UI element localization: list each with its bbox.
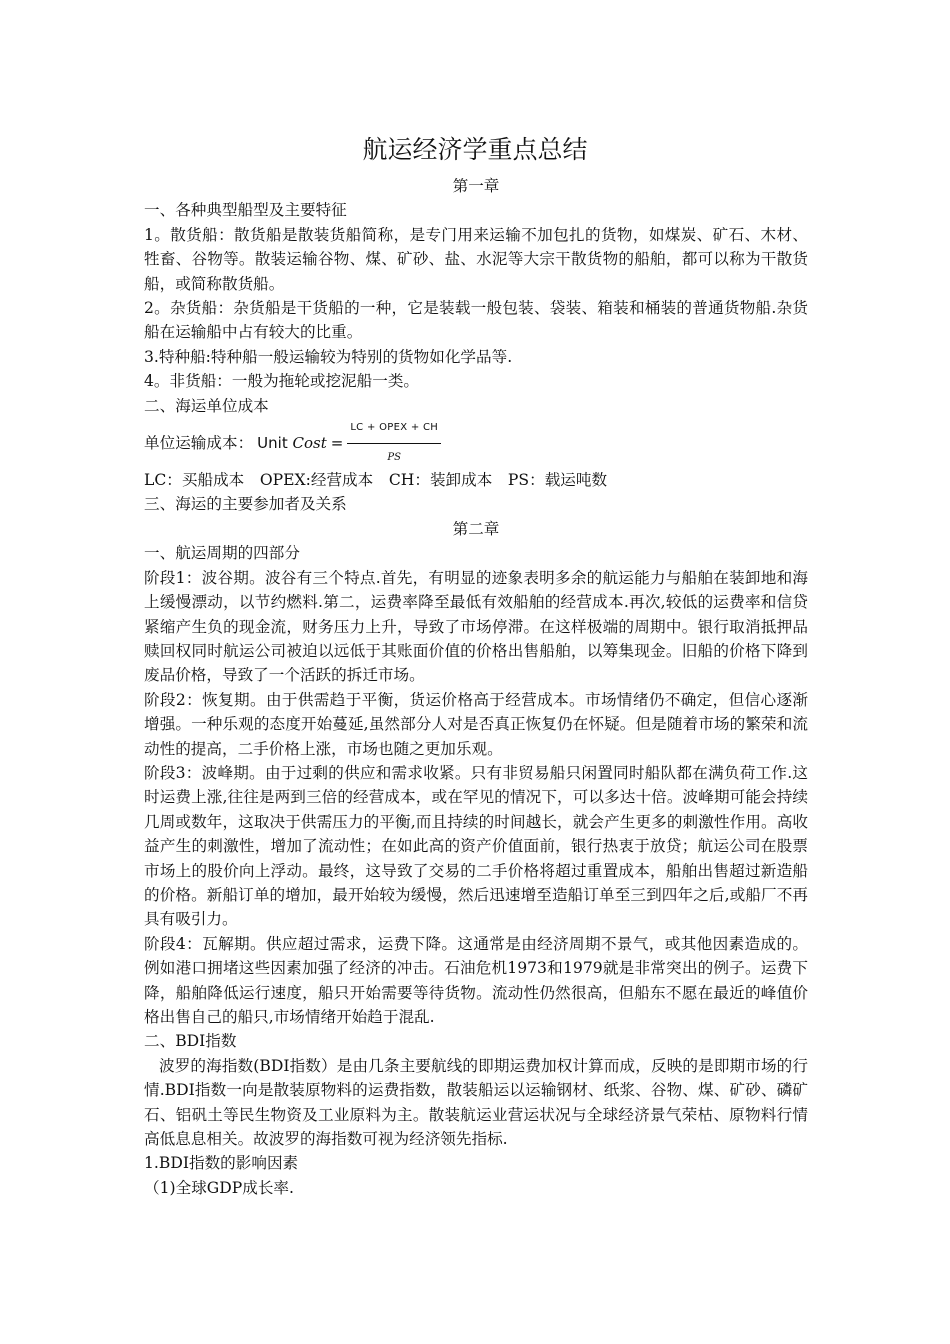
paragraph-stage-1: 阶段1：波谷期。波谷有三个特点.首先，有明显的迹象表明多余的航运能力与船舶在装卸地和海上缓慢漂动，以节约燃料.第二，运费率降至最低有效船舶的经营成本.再次,较低的运费率和信贷紧缩产生负的现金流，财务压力上升，导致了市场停滞。在这样极端的周期中。银行取消抵押品赎回权同时航运公司被迫以远低于其账面价值的价格出售船舶，以筹集现金。旧船的价格下降到废品价格，导致了一个活跃的拆迁市场。	[144, 568, 808, 685]
document-title: 航运经济学重点总结	[362, 135, 588, 164]
section-heading-unit-cost: 二、海运单位成本	[144, 396, 269, 415]
formula-numerator: LC + OPEX + CH	[347, 416, 441, 443]
formula-legend: LC：买船成本 OPEX:经营成本 CH：装卸成本 PS：载运吨数	[144, 471, 608, 490]
formula-lhs-unit: Unit	[257, 433, 288, 452]
formula-denominator: PS	[387, 451, 402, 463]
paragraph-bulk-carrier: 1。散货船：散货船是散装货船简称，是专门用来运输不加包扎的货物，如煤炭、矿石、木材、牲畜、谷物等。散装运输谷物、煤、矿砂、盐、水泥等大宗干散货物的船舶，都可以称为干散货船，或简称散货船。	[144, 225, 808, 293]
formula-lhs-cost: Cost	[292, 433, 327, 452]
paragraph-stage-3: 阶段3：波峰期。由于过剩的供应和需求收紧。只有非贸易船只闲置同时船队都在满负荷工作.这时运费上涨,往往是两到三倍的经营成本，或在罕见的情况下，可以多达十倍。波峰期可能会持续几周或数年，这取决于供需压力的平衡,而且持续的时间越长，就会产生更多的刺激性作用。高收益产生的刺激性，增加了流动性；在如此高的资产价值面前，银行热衷于放贷；航运公司在股票市场上的股价向上浮动。最终，这导致了交易的二手价格将超过重置成本，船舶出售超过新造船的价格。新船订单的增加，最开始较为缓慢，然后迅速增至造船订单至三到四年之后,或船厂不再具有吸引力。	[144, 763, 808, 929]
paragraph-special-ship: 3.特种船:特种船一般运输较为特别的货物如化学品等.	[144, 347, 513, 366]
section-heading-shipping-cycle: 一、航运周期的四部分	[144, 544, 300, 563]
chapter-1-heading: 第一章	[452, 177, 500, 195]
formula-fraction	[347, 416, 441, 470]
list-item-factor-1: （1)全球GDP成长率.	[144, 1178, 294, 1197]
formula-lhs	[257, 431, 327, 455]
formula-equals: =	[330, 433, 344, 452]
section-heading-participants: 三、海运的主要参加者及关系	[144, 495, 347, 514]
chapter-2-heading: 第二章	[452, 519, 500, 538]
section-heading-bdi: 二、BDI指数	[144, 1032, 237, 1051]
subheading-bdi-factors: 1.BDI指数的影响因素	[144, 1154, 299, 1173]
paragraph-bdi: 波罗的海指数(BDI指数）是由几条主要航线的即期运费加权计算而成，反映的是即期市场的行情.BDI指数一向是散装原物料的运费指数，散装船运以运输钢材、纸浆、谷物、煤、矿砂、磷矿石、铝矾土等民生物资及工业原料为主。散装航运业营运状况与全球经济景气荣枯、原物料行情高低息息相关。故波罗的海指数可视为经济领先指标.	[144, 1056, 808, 1149]
paragraph-stage-4: 阶段4：瓦解期。供应超过需求，运费下降。这通常是由经济周期不景气，或其他因素造成的。例如港口拥堵这些因素加强了经济的冲击。石油危机1973和1979就是非常突出的例子。运费下降，船舶降低运行速度，船只开始需要等待货物。流动性仍然很高，但船东不愿在最近的峰值价格出售自己的船只,市场情绪开始趋于混乱.	[144, 934, 808, 1026]
unit-cost-formula-row	[144, 418, 808, 468]
paragraph-general-cargo: 2。杂货船：杂货船是干货船的一种，它是装载一般包装、袋装、箱装和桶装的普通货物船.杂货船在运输船中占有较大的比重。	[144, 299, 808, 342]
section-heading-ship-types: 一、各种典型船型及主要特征	[144, 201, 347, 220]
paragraph-stage-2: 阶段2：恢复期。由于供需趋于平衡，货运价格高于经营成本。市场情绪仍不确定，但信心逐渐增强。一种乐观的态度开始蔓延,虽然部分人对是否真正恢复仍在怀疑。但是随着市场的繁荣和流动性的提高，二手价格上涨，市场也随之更加乐观。	[144, 690, 808, 758]
formula-label: 单位运输成本：	[144, 433, 254, 452]
document-body	[144, 174, 808, 1200]
paragraph-non-cargo: 4。非货船：一般为拖轮或挖泥船一类。	[144, 372, 420, 391]
unit-cost-formula	[257, 416, 441, 470]
